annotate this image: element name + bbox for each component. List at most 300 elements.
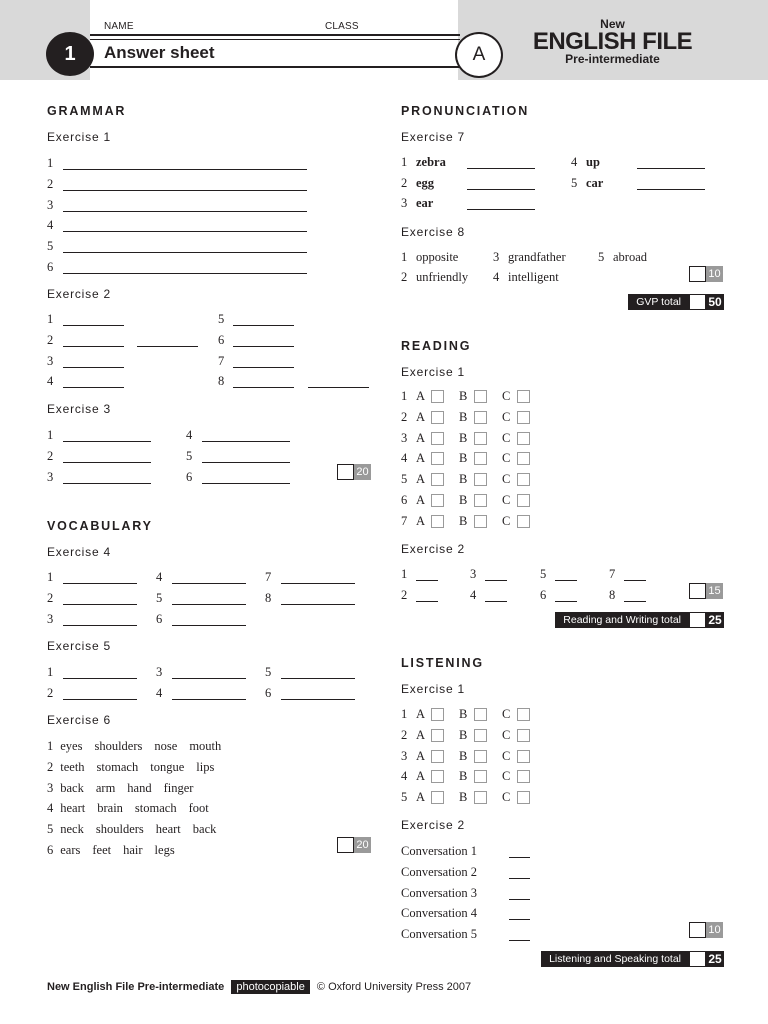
answer-line[interactable] (555, 580, 577, 581)
conversation-label: Conversation 2 (401, 864, 478, 879)
name-class-area (90, 0, 458, 80)
option-letter: B (459, 769, 468, 784)
item-number: 2 (47, 590, 54, 605)
reading-score-box (689, 583, 723, 599)
item-number: 4 (47, 801, 54, 816)
item-number: 3 (47, 469, 54, 484)
word-row (47, 843, 187, 858)
option-letter: C (502, 727, 511, 742)
item-number: 2 (47, 759, 54, 774)
item-number: 5 (265, 665, 272, 679)
word-option[interactable]: feet (92, 843, 112, 857)
answer-line[interactable] (233, 346, 294, 347)
reading-writing-total-entry[interactable] (689, 612, 706, 628)
score-entry-box[interactable] (689, 583, 706, 599)
word: unfriendly (416, 270, 469, 284)
answer-line[interactable] (63, 231, 307, 232)
answer-line[interactable] (63, 190, 307, 191)
word-row (47, 781, 205, 796)
answer-line[interactable] (509, 857, 530, 858)
answer-checkbox[interactable] (431, 791, 444, 804)
item-number: 5 (401, 472, 408, 487)
answer-checkbox[interactable] (431, 390, 444, 403)
score-max: 10 (706, 266, 723, 282)
option-letter: A (416, 513, 426, 528)
answer-line[interactable] (485, 580, 507, 581)
answer-line[interactable] (308, 387, 369, 388)
word-option[interactable]: legs (154, 843, 175, 857)
answer-line[interactable] (202, 483, 290, 484)
word-option[interactable]: foot (188, 801, 209, 816)
answer-line[interactable] (509, 878, 530, 879)
item-number: 3 (470, 567, 477, 581)
answer-line[interactable] (63, 678, 137, 679)
answer-line[interactable] (467, 168, 535, 169)
word-row (47, 822, 228, 837)
answer-checkbox[interactable] (431, 729, 444, 742)
answer-line[interactable] (137, 346, 198, 347)
item-number: 7 (218, 353, 225, 368)
item-number: 5 (218, 312, 225, 326)
answer-checkbox[interactable] (431, 411, 444, 424)
score-max: 15 (706, 583, 723, 599)
answer-line[interactable] (63, 625, 137, 626)
option-letter: B (459, 707, 468, 721)
option-letter: C (502, 707, 511, 721)
option-letter: A (416, 707, 426, 721)
score-max: 20 (354, 464, 371, 480)
option-letter: C (502, 493, 511, 507)
answer-checkbox[interactable] (474, 729, 487, 742)
item-number: 3 (156, 665, 163, 679)
item-number: 6 (218, 332, 225, 347)
option-letter: B (459, 748, 468, 763)
option-letter: A (416, 493, 426, 507)
name-line-thin (90, 39, 460, 40)
photocopiable-tag: photocopiable (231, 980, 310, 994)
listening-ex1-title: Exercise 1 (401, 682, 466, 696)
answer-line[interactable] (172, 604, 246, 605)
listening-score-box (689, 922, 723, 938)
option-letter: C (502, 748, 511, 763)
option-letter: C (502, 409, 511, 424)
option-letter: B (459, 409, 468, 424)
option-letter: B (459, 430, 468, 445)
item-number: 1 (47, 156, 54, 170)
item-number: 4 (47, 218, 54, 233)
answer-line[interactable] (624, 601, 646, 602)
item-number: 1 (47, 739, 54, 753)
answer-checkbox[interactable] (474, 515, 487, 528)
option-letter: B (459, 727, 468, 742)
answer-line[interactable] (63, 325, 124, 326)
word-option[interactable]: eyes (60, 739, 83, 753)
score-entry-box[interactable] (689, 266, 706, 282)
answer-line[interactable] (172, 625, 246, 626)
answer-line[interactable] (63, 483, 151, 484)
item-number: 2 (401, 270, 408, 284)
option-letter: B (459, 493, 468, 507)
class-label: CLASS (325, 21, 359, 32)
listening-heading: LISTENING (401, 656, 484, 670)
reading-heading: READING (401, 339, 472, 353)
item-number: 6 (265, 685, 272, 700)
word-row (47, 739, 233, 754)
item-number: 4 (186, 428, 193, 442)
option-letter: B (459, 472, 468, 487)
page-title: Answer sheet (104, 43, 215, 62)
answer-line[interactable] (416, 601, 438, 602)
vocabulary-score-box (337, 837, 371, 853)
grammar-heading: GRAMMAR (47, 104, 127, 118)
item-number: 6 (47, 843, 54, 857)
item-number: 7 (401, 513, 408, 528)
item-number: 8 (218, 374, 225, 389)
answer-line[interactable] (172, 583, 246, 584)
answer-checkbox[interactable] (474, 750, 487, 763)
option-letter: A (416, 748, 426, 763)
answer-line[interactable] (63, 699, 137, 700)
title-underline (90, 66, 460, 68)
reading-ex1-title: Exercise 1 (401, 365, 466, 379)
answer-line[interactable] (624, 580, 646, 581)
item-number: 6 (401, 493, 408, 507)
pronunciation-ex8-title: Exercise 8 (401, 225, 466, 239)
item-number: 2 (47, 176, 54, 191)
item-number: 3 (47, 353, 54, 368)
answer-checkbox[interactable] (517, 390, 530, 403)
item-number: 3 (401, 430, 408, 445)
answer-checkbox[interactable] (431, 708, 444, 721)
word: ear (416, 196, 434, 210)
reading-writing-total-label: Reading and Writing total (555, 612, 689, 628)
word-row (47, 760, 226, 775)
name-line (90, 34, 460, 36)
vocabulary-ex4-title: Exercise 4 (47, 545, 112, 559)
word: up (586, 155, 600, 169)
score-max: 20 (354, 837, 371, 853)
conversation-label: Conversation 5 (401, 927, 478, 942)
vocabulary-heading: VOCABULARY (47, 519, 153, 533)
option-letter: C (502, 389, 511, 403)
answer-checkbox[interactable] (474, 432, 487, 445)
answer-checkbox[interactable] (431, 750, 444, 763)
answer-line[interactable] (281, 604, 355, 605)
answer-line[interactable] (63, 346, 124, 347)
word-option[interactable]: neck (60, 822, 84, 837)
answer-checkbox[interactable] (431, 473, 444, 486)
item-number: 1 (47, 570, 54, 584)
option-letter: A (416, 451, 426, 466)
score-entry-box[interactable] (337, 464, 354, 480)
answer-checkbox[interactable] (431, 515, 444, 528)
answer-checkbox[interactable] (474, 473, 487, 486)
answer-line[interactable] (202, 441, 290, 442)
word-option[interactable]: lips (196, 759, 215, 774)
footer (47, 981, 471, 993)
item-number: 4 (47, 374, 54, 389)
answer-checkbox[interactable] (517, 708, 530, 721)
answer-line[interactable] (63, 273, 307, 274)
option-letter: A (416, 790, 426, 805)
item-number: 6 (186, 469, 193, 484)
item-number: 4 (493, 270, 500, 284)
answer-line[interactable] (281, 678, 355, 679)
answer-line[interactable] (233, 387, 294, 388)
header-band (0, 0, 768, 80)
item-number: 3 (401, 196, 408, 210)
item-number: 1 (47, 428, 54, 442)
answer-checkbox[interactable] (431, 452, 444, 465)
word: intelligent (508, 270, 559, 284)
item-number: 5 (571, 176, 578, 190)
word-option[interactable]: heart (60, 801, 86, 816)
answer-checkbox[interactable] (431, 494, 444, 507)
reading-ex2-title: Exercise 2 (401, 542, 466, 556)
vocabulary-ex5-title: Exercise 5 (47, 639, 112, 653)
answer-checkbox[interactable] (517, 515, 530, 528)
unit-number-badge: 1 (46, 32, 94, 76)
word: car (586, 176, 604, 190)
word: opposite (416, 250, 459, 264)
answer-checkbox[interactable] (517, 791, 530, 804)
listening-speaking-total (541, 951, 724, 967)
answer-line[interactable] (63, 211, 307, 212)
conversation-label: Conversation 1 (401, 844, 478, 858)
word: zebra (416, 155, 446, 169)
word: grandfather (508, 250, 566, 264)
answer-checkbox[interactable] (474, 390, 487, 403)
answer-checkbox[interactable] (517, 473, 530, 486)
version-badge: A (455, 32, 503, 78)
answer-line[interactable] (63, 252, 307, 253)
gvp-total (628, 294, 724, 310)
word-option[interactable]: stomach (96, 759, 139, 774)
copyright: © Oxford University Press 2007 (316, 981, 472, 993)
option-letter: B (459, 451, 468, 466)
item-number: 4 (401, 769, 408, 784)
item-number: 2 (401, 409, 408, 424)
answer-line[interactable] (202, 462, 290, 463)
item-number: 1 (401, 567, 408, 581)
gvp-total-label: GVP total (628, 294, 689, 310)
item-number: 3 (493, 250, 500, 264)
answer-checkbox[interactable] (517, 411, 530, 424)
word-option[interactable]: shoulders (94, 739, 143, 753)
listening-speaking-total-label: Listening and Speaking total (541, 951, 689, 967)
option-letter: C (502, 472, 511, 487)
brand-top: New (600, 17, 625, 31)
pronunciation-heading: PRONUNCIATION (401, 104, 530, 118)
item-number: 7 (265, 570, 272, 584)
pronunciation-ex7-title: Exercise 7 (401, 130, 466, 144)
footer-title: New English File Pre-intermediate (47, 981, 225, 993)
answer-line[interactable] (63, 169, 307, 170)
listening-speaking-total-entry[interactable] (689, 951, 706, 967)
option-letter: C (502, 451, 511, 466)
listening-speaking-total-max: 25 (706, 951, 724, 967)
answer-checkbox[interactable] (517, 432, 530, 445)
answer-line[interactable] (172, 678, 246, 679)
item-number: 3 (47, 197, 54, 212)
answer-line[interactable] (416, 580, 438, 581)
answer-line[interactable] (467, 189, 535, 190)
brand-main: ENGLISH FILE (532, 28, 693, 55)
answer-checkbox[interactable] (474, 411, 487, 424)
score-entry-box[interactable] (689, 922, 706, 938)
item-number: 8 (265, 590, 272, 605)
item-number: 5 (47, 239, 54, 254)
item-number: 6 (47, 260, 54, 274)
answer-line[interactable] (281, 583, 355, 584)
option-letter: A (416, 727, 426, 742)
brand-level: Pre-intermediate (565, 52, 660, 66)
word-row (47, 801, 221, 816)
item-number: 5 (186, 448, 193, 463)
item-number: 4 (470, 588, 477, 602)
item-number: 4 (156, 570, 163, 584)
option-letter: B (459, 389, 468, 403)
answer-line[interactable] (509, 940, 530, 941)
grammar-ex3-title: Exercise 3 (47, 402, 112, 416)
option-letter: A (416, 472, 426, 487)
item-number: 2 (47, 685, 54, 700)
word-option[interactable]: back (60, 780, 84, 795)
item-number: 5 (47, 822, 54, 837)
answer-checkbox[interactable] (517, 729, 530, 742)
answer-checkbox[interactable] (474, 708, 487, 721)
item-number: 1 (401, 250, 408, 264)
item-number: 1 (47, 665, 54, 679)
answer-line[interactable] (281, 699, 355, 700)
word-option[interactable]: mouth (189, 739, 222, 753)
answer-line[interactable] (467, 209, 535, 210)
word-option[interactable]: brain (97, 801, 123, 816)
word-option[interactable]: finger (163, 780, 194, 795)
answer-line[interactable] (172, 699, 246, 700)
word-option[interactable]: heart (155, 822, 181, 837)
answer-line[interactable] (509, 919, 530, 920)
pronunciation-score-box (689, 266, 723, 282)
answer-checkbox[interactable] (474, 494, 487, 507)
reading-writing-total-max: 25 (706, 612, 724, 628)
answer-checkbox[interactable] (517, 750, 530, 763)
reading-writing-total (555, 612, 724, 628)
item-number: 2 (401, 727, 408, 742)
item-number: 5 (401, 790, 408, 805)
option-letter: C (502, 430, 511, 445)
word-option[interactable]: arm (95, 780, 116, 795)
item-number: 4 (401, 451, 408, 466)
answer-line[interactable] (63, 583, 137, 584)
word-option[interactable]: tongue (150, 759, 185, 774)
answer-line[interactable] (63, 441, 151, 442)
item-number: 8 (609, 588, 616, 602)
answer-checkbox[interactable] (431, 770, 444, 783)
item-number: 5 (156, 590, 163, 605)
word-option[interactable]: ears (60, 843, 81, 857)
item-number: 7 (609, 567, 616, 581)
item-number: 5 (598, 250, 605, 264)
word-option[interactable]: stomach (134, 801, 177, 816)
grammar-ex1-title: Exercise 1 (47, 130, 112, 144)
option-letter: C (502, 513, 511, 528)
option-letter: B (459, 513, 468, 528)
option-letter: C (502, 769, 511, 784)
answer-checkbox[interactable] (474, 452, 487, 465)
answer-line[interactable] (637, 189, 705, 190)
gvp-total-entry[interactable] (689, 294, 706, 310)
option-letter: A (416, 409, 426, 424)
score-max: 10 (706, 922, 723, 938)
listening-ex2-title: Exercise 2 (401, 818, 466, 832)
item-number: 2 (47, 448, 54, 463)
item-number: 2 (47, 332, 54, 347)
grammar-score-box (337, 464, 371, 480)
word: abroad (613, 250, 648, 264)
item-number: 1 (401, 707, 408, 721)
answer-line[interactable] (63, 387, 124, 388)
conversation-label: Conversation 4 (401, 906, 478, 921)
item-number: 1 (401, 155, 408, 169)
item-number: 3 (401, 748, 408, 763)
item-number: 5 (540, 567, 547, 581)
item-number: 3 (47, 611, 54, 626)
grammar-ex2-title: Exercise 2 (47, 287, 112, 301)
word-option[interactable]: nose (154, 739, 178, 753)
conversation-label: Conversation 3 (401, 885, 478, 900)
name-label: NAME (104, 21, 134, 32)
item-number: 1 (47, 312, 54, 326)
item-number: 1 (401, 389, 408, 403)
score-entry-box[interactable] (337, 837, 354, 853)
vocabulary-ex6-title: Exercise 6 (47, 713, 112, 727)
option-letter: A (416, 389, 426, 403)
item-number: 6 (540, 588, 547, 602)
answer-line[interactable] (637, 168, 705, 169)
answer-line[interactable] (63, 462, 151, 463)
answer-checkbox[interactable] (431, 432, 444, 445)
answer-checkbox[interactable] (517, 494, 530, 507)
word-option[interactable]: back (192, 822, 217, 837)
option-letter: A (416, 430, 426, 445)
word-option[interactable]: shoulders (95, 822, 144, 837)
word-option[interactable]: teeth (60, 759, 85, 774)
item-number: 2 (401, 588, 408, 602)
item-number: 4 (571, 155, 578, 169)
word-option[interactable]: hand (127, 780, 152, 795)
option-letter: C (502, 790, 511, 805)
answer-checkbox[interactable] (517, 452, 530, 465)
item-number: 6 (156, 611, 163, 626)
answer-line[interactable] (233, 367, 294, 368)
brand-logo (520, 18, 705, 66)
answer-line[interactable] (233, 325, 294, 326)
gvp-total-max: 50 (706, 294, 724, 310)
item-number: 2 (401, 176, 408, 190)
word: egg (416, 176, 435, 190)
answer-line[interactable] (63, 604, 137, 605)
answer-checkbox[interactable] (474, 791, 487, 804)
answer-line[interactable] (63, 367, 124, 368)
item-number: 4 (156, 685, 163, 700)
answer-checkbox[interactable] (517, 770, 530, 783)
word-option[interactable]: hair (123, 843, 143, 857)
answer-line[interactable] (509, 899, 530, 900)
answer-checkbox[interactable] (474, 770, 487, 783)
answer-line[interactable] (555, 601, 577, 602)
answer-line[interactable] (485, 601, 507, 602)
